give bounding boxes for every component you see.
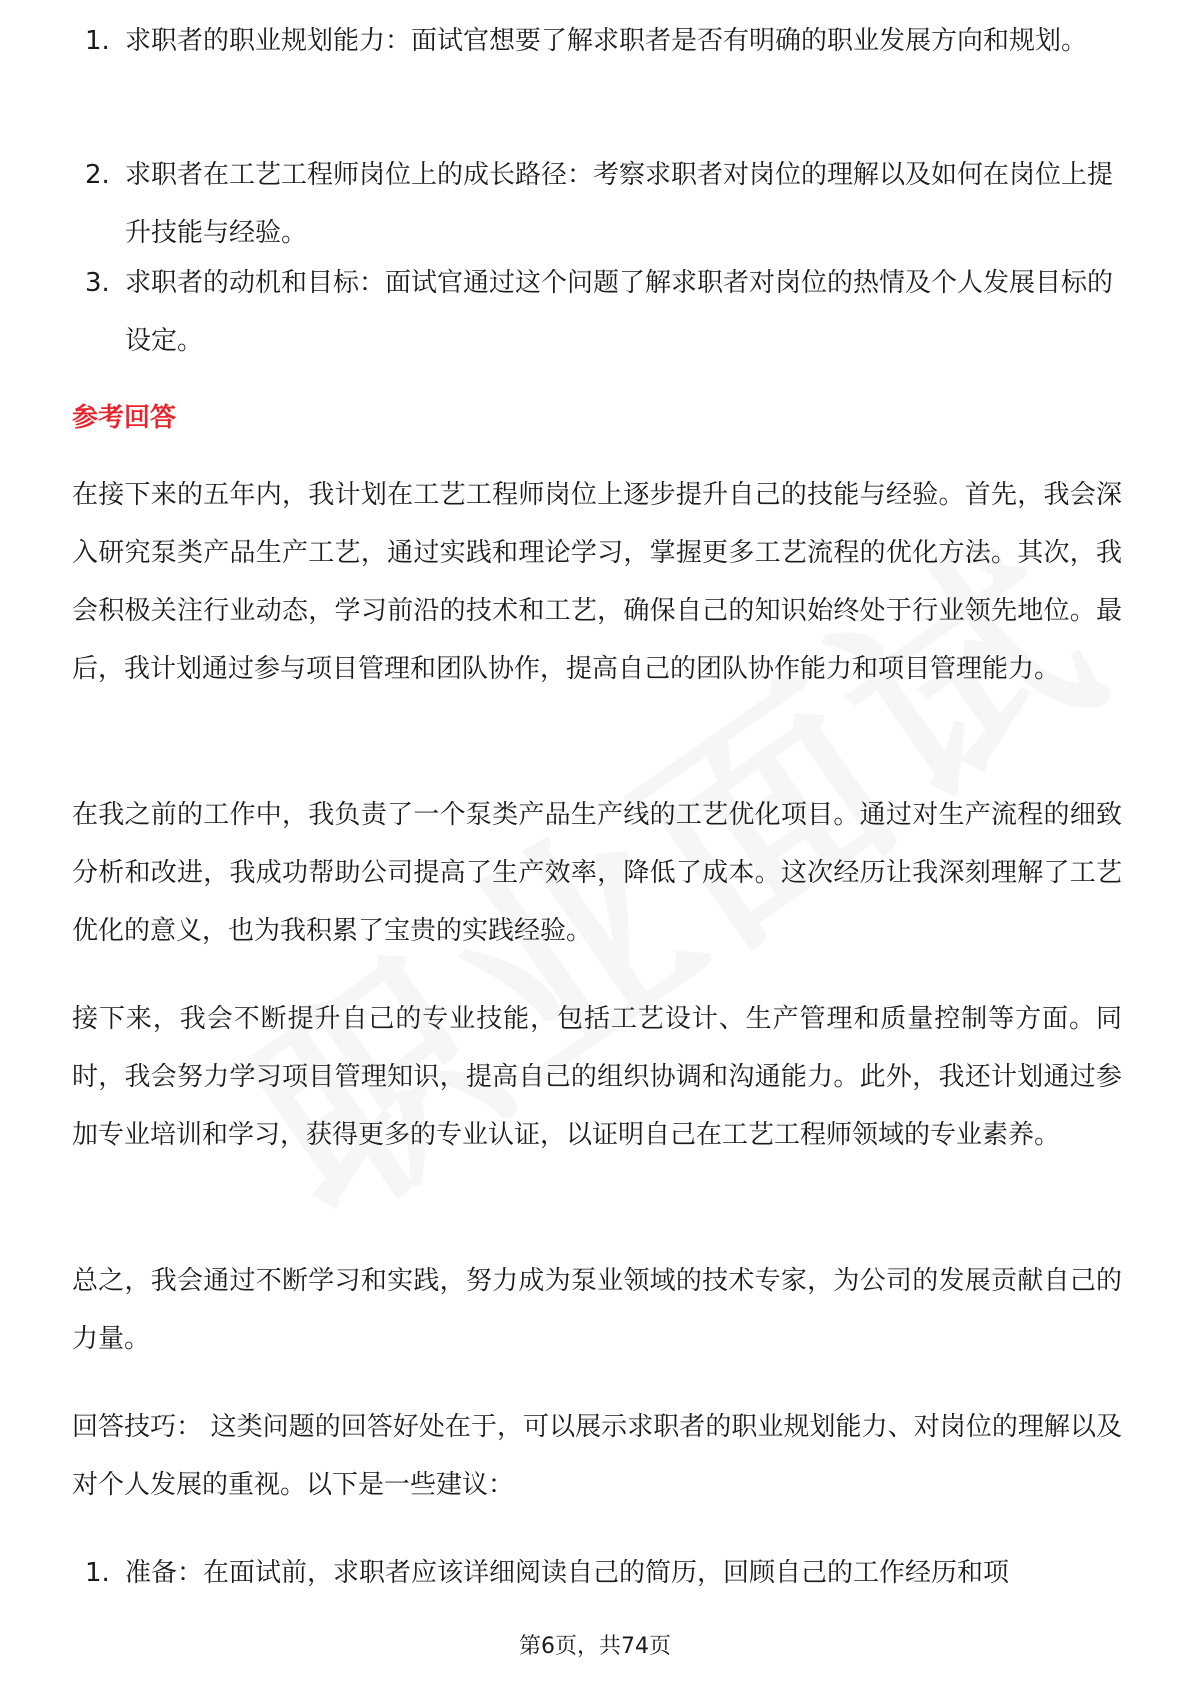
list-item [0, 254, 1190, 370]
list-number: 1. [85, 26, 110, 56]
answer-paragraph: 接下来，我会不断提升自己的专业技能，包括工艺设计、生产管理和质量控制等方面。同时，我会努力学习项目管理知识，提高自己的组织协调和沟通能力。此外，我还计划通过参加专业培训和学习，获得更多的专业认证，以证明自己在工艺工程师领域的专业素养。 [72, 1004, 1122, 1150]
list-number: 3. [85, 268, 110, 298]
list-item [0, 12, 1190, 84]
focus-list [0, 26, 1190, 370]
list-text: 求职者的动机和目标：面试官通过这个问题了解求职者对岗位的热情及个人发展目标的设定。 [125, 268, 1114, 356]
page-number: 第6页，共74页 [519, 1634, 671, 1659]
list-item [0, 1544, 1190, 1602]
list-number: 1. [85, 1558, 110, 1588]
list-text: 准备：在面试前，求职者应该详细阅读自己的简历，回顾自己的工作经历和项 [125, 1558, 1010, 1588]
list-text: 求职者的职业规划能力：面试官想要了解求职者是否有明确的职业发展方向和规划。 [125, 26, 1088, 56]
answer-paragraph: 在我之前的工作中，我负责了一个泵类产品生产线的工艺优化项目。通过对生产流程的细致分析和改进，我成功帮助公司提高了生产效率，降低了成本。这次经历让我深刻理解了工艺优化的意义，也为我积累了宝贵的实践经验。 [72, 800, 1122, 946]
tips-paragraph: 回答技巧： 这类问题的回答好处在于，可以展示求职者的职业规划能力、对岗位的理解以及对个人发展的重视。以下是一些建议： [72, 1412, 1122, 1500]
answer-paragraph: 总之，我会通过不断学习和实践，努力成为泵业领域的技术专家，为公司的发展贡献自己的力量。 [72, 1266, 1122, 1354]
list-text: 求职者在工艺工程师岗位上的成长路径：考察求职者对岗位的理解以及如何在岗位上提升技能与经验。 [125, 160, 1114, 248]
tips-list [0, 1544, 1190, 1602]
answer-paragraph: 在接下来的五年内，我计划在工艺工程师岗位上逐步提升自己的技能与经验。首先，我会深入研究泵类产品生产工艺，通过实践和理论学习，掌握更多工艺流程的优化方法。其次，我会积极关注行业动态，学习前沿的技术和工艺，确保自己的知识始终处于行业领先地位。最后，我计划通过参与项目管理和团队协作，提高自己的团队协作能力和项目管理能力。 [72, 480, 1122, 684]
list-number: 2. [85, 160, 110, 190]
section-heading: 参考回答 [72, 403, 177, 433]
list-item [0, 146, 1190, 262]
